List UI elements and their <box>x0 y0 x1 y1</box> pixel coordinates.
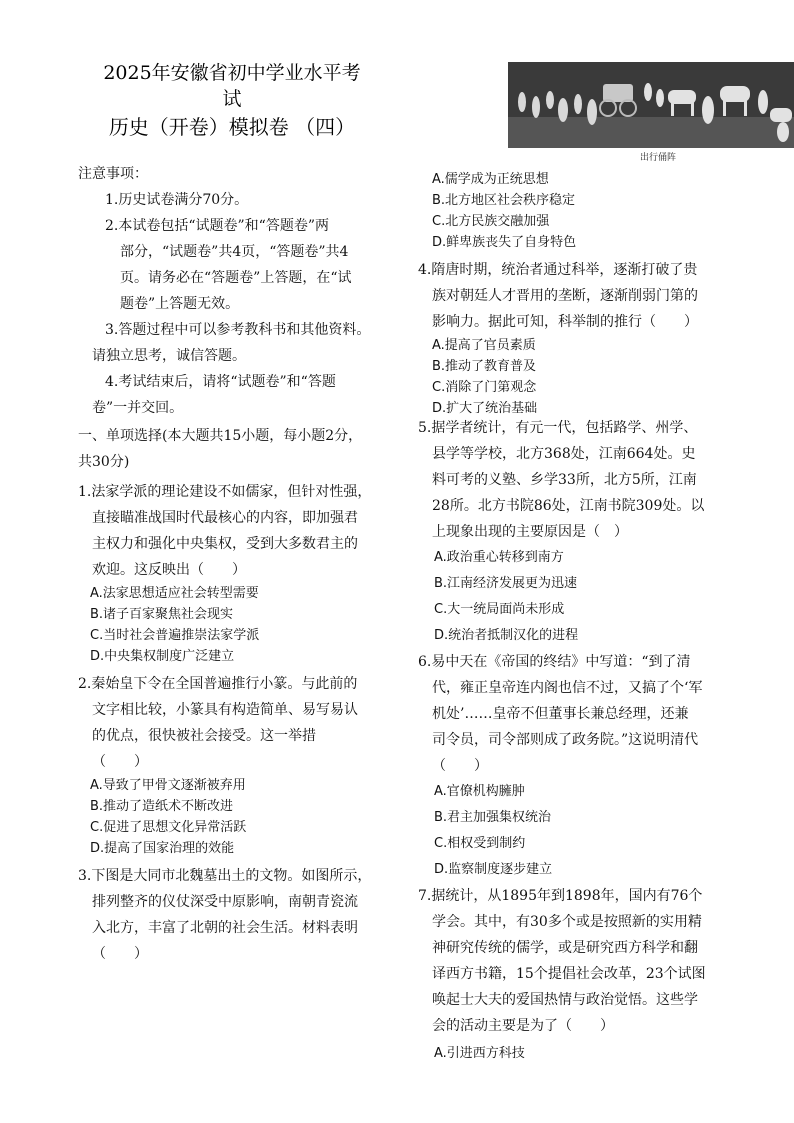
q7-stem: 学会。其中，有30多个或是按照新的实用精 <box>432 914 702 930</box>
figurines-illustration <box>508 62 794 148</box>
q4-option-d[interactable]: D.扩大了统治基础 <box>432 401 538 416</box>
q6-stem: 司令员，司令部则成了政务院。”这说明清代 <box>432 732 699 748</box>
q3-option-a[interactable]: A.儒学成为正统思想 <box>432 172 549 187</box>
q5-stem: 县学等学校，北方368处，江南664处。史 <box>432 446 696 462</box>
q7-stem: 神研究传统的儒学，或是研究西方科学和翻 <box>432 940 698 956</box>
q5-stem: 28所。北方书院86处，江南书院309处。以 <box>432 498 705 514</box>
q6-option-a[interactable]: A.官僚机构臃肿 <box>434 784 525 799</box>
section-heading-cont: 共30分) <box>78 454 130 470</box>
q6-stem: 机处’……皇帝不但董事长兼总经理，还兼 <box>432 706 689 722</box>
exam-subtitle: 历史（开卷）模拟卷 （四） <box>108 115 356 139</box>
q5-option-b[interactable]: B.江南经济发展更为迅速 <box>434 576 578 591</box>
q6-option-d[interactable]: D.监察制度逐步建立 <box>434 862 553 877</box>
q1-stem: 1.法家学派的理论建设不如儒家，但针对性强， <box>78 484 372 500</box>
q3-option-c[interactable]: C.北方民族交融加强 <box>432 214 550 229</box>
note-line: 请独立思考，诚信答题。 <box>92 348 246 364</box>
figure-caption: 出行俑阵 <box>640 153 677 163</box>
note-line: 卷”一并交回。 <box>92 400 184 416</box>
q4-stem: 4.隋唐时期，统治者通过科举，逐渐打破了贵 <box>418 262 698 278</box>
section-heading: 一、单项选择(本大题共15小题，每小题2分， <box>78 428 363 444</box>
q1-stem: 欢迎。这反映出（ ） <box>92 562 246 578</box>
q1-option-c[interactable]: C.当时社会普遍推崇法家学派 <box>90 628 260 643</box>
q5-option-c[interactable]: C.大一统局面尚未形成 <box>434 602 565 617</box>
q2-stem: 的优点，很快被社会接受。这一举措 <box>92 728 316 744</box>
exam-title-line2: 试 <box>222 88 242 110</box>
note-line: 题卷”上答题无效。 <box>120 296 240 312</box>
q6-option-b[interactable]: B.君主加强集权统治 <box>434 810 552 825</box>
note-line: 部分，“试题卷”共4页，“答题卷”共4 <box>120 244 349 260</box>
notes-heading: 注意事项： <box>78 166 148 182</box>
q2-option-d[interactable]: D.提高了国家治理的效能 <box>90 841 235 856</box>
q3-stem: 3.下图是大同市北魏墓出土的文物。如图所示， <box>78 868 372 884</box>
q2-option-c[interactable]: C.促进了思想文化异常活跃 <box>90 820 247 835</box>
q4-option-a[interactable]: A.提高了官员素质 <box>432 338 536 353</box>
q6-stem: 代，雍正皇帝连内阁也信不过，又搞了个‘军 <box>432 680 703 696</box>
q1-option-a[interactable]: A.法家思想适应社会转型需要 <box>90 586 259 601</box>
q5-option-d[interactable]: D.统治者抵制汉化的进程 <box>434 628 579 643</box>
q3-stem: 排列整齐的仪仗深受中原影响，南朝青瓷流 <box>92 894 358 910</box>
note-line: 1.历史试卷满分70分。 <box>105 192 249 208</box>
note-line: 页。请务必在“答题卷”上答题，在“试 <box>120 270 352 286</box>
q7-stem: 7.据统计，从1895年到1898年，国内有76个 <box>418 888 703 904</box>
q1-option-d[interactable]: D.中央集权制度广泛建立 <box>90 649 235 664</box>
q5-option-a[interactable]: A.政治重心转移到南方 <box>434 550 564 565</box>
q4-stem: 族对朝廷人才晋用的垄断，逐渐削弱门第的 <box>432 288 698 304</box>
q4-option-c[interactable]: C.消除了门第观念 <box>432 380 537 395</box>
q1-stem: 主权力和强化中央集权，受到大多数君主的 <box>92 536 358 552</box>
procession-figurines-photo <box>508 62 794 148</box>
q1-option-b[interactable]: B.诸子百家聚焦社会现实 <box>90 607 234 622</box>
q7-option-a[interactable]: A.引进西方科技 <box>434 1046 525 1061</box>
q7-stem: 会的活动主要是为了（ ） <box>432 1018 614 1034</box>
q4-option-b[interactable]: B.推动了教育普及 <box>432 359 537 374</box>
q1-stem: 直接瞄准战国时代最核心的内容，即加强君 <box>92 510 358 526</box>
q3-stem: （ ） <box>92 946 148 962</box>
q6-stem: 6.易中天在《帝国的终结》中写道：“到了清 <box>418 654 691 670</box>
exam-title-line1: 2025年安徽省初中学业水平考 <box>103 62 361 84</box>
q2-option-b[interactable]: B.推动了造纸术不断改进 <box>90 799 234 814</box>
q2-stem: （ ） <box>92 754 148 770</box>
q2-stem: 文字相比较，小篆具有构造简单、易写易认 <box>92 702 358 718</box>
q5-stem: 5.据学者统计，有元一代，包括路学、州学、 <box>418 420 698 436</box>
q7-stem: 译西方书籍，15个提倡社会改革，23个试图 <box>432 966 706 982</box>
note-line: 4.考试结束后，请将“试题卷”和“答题 <box>105 374 336 390</box>
q5-stem: 料可考的义塾、乡学33所，北方5所，江南 <box>432 472 697 488</box>
q3-option-d[interactable]: D.鲜卑族丧失了自身特色 <box>432 235 577 250</box>
q6-option-c[interactable]: C.相权受到制约 <box>434 836 526 851</box>
q7-stem: 唤起士大夫的爱国热情与政治觉悟。这些学 <box>432 992 698 1008</box>
q5-stem: 上现象出现的主要原因是（ ） <box>432 524 628 540</box>
q3-option-b[interactable]: B.北方地区社会秩序稳定 <box>432 193 576 208</box>
note-line: 2.本试卷包括“试题卷”和“答题卷”两 <box>105 218 329 234</box>
q2-stem: 2.秦始皇下令在全国普遍推行小篆。与此前的 <box>78 676 358 692</box>
q2-option-a[interactable]: A.导致了甲骨文逐渐被弃用 <box>90 778 246 793</box>
q6-stem: （ ） <box>432 758 488 774</box>
q3-stem: 入北方，丰富了北朝的社会生活。材料表明 <box>92 920 358 936</box>
q4-stem: 影响力。据此可知，科举制的推行（ ） <box>432 314 698 330</box>
note-line: 3.答题过程中可以参考教科书和其他资料。 <box>105 322 371 338</box>
